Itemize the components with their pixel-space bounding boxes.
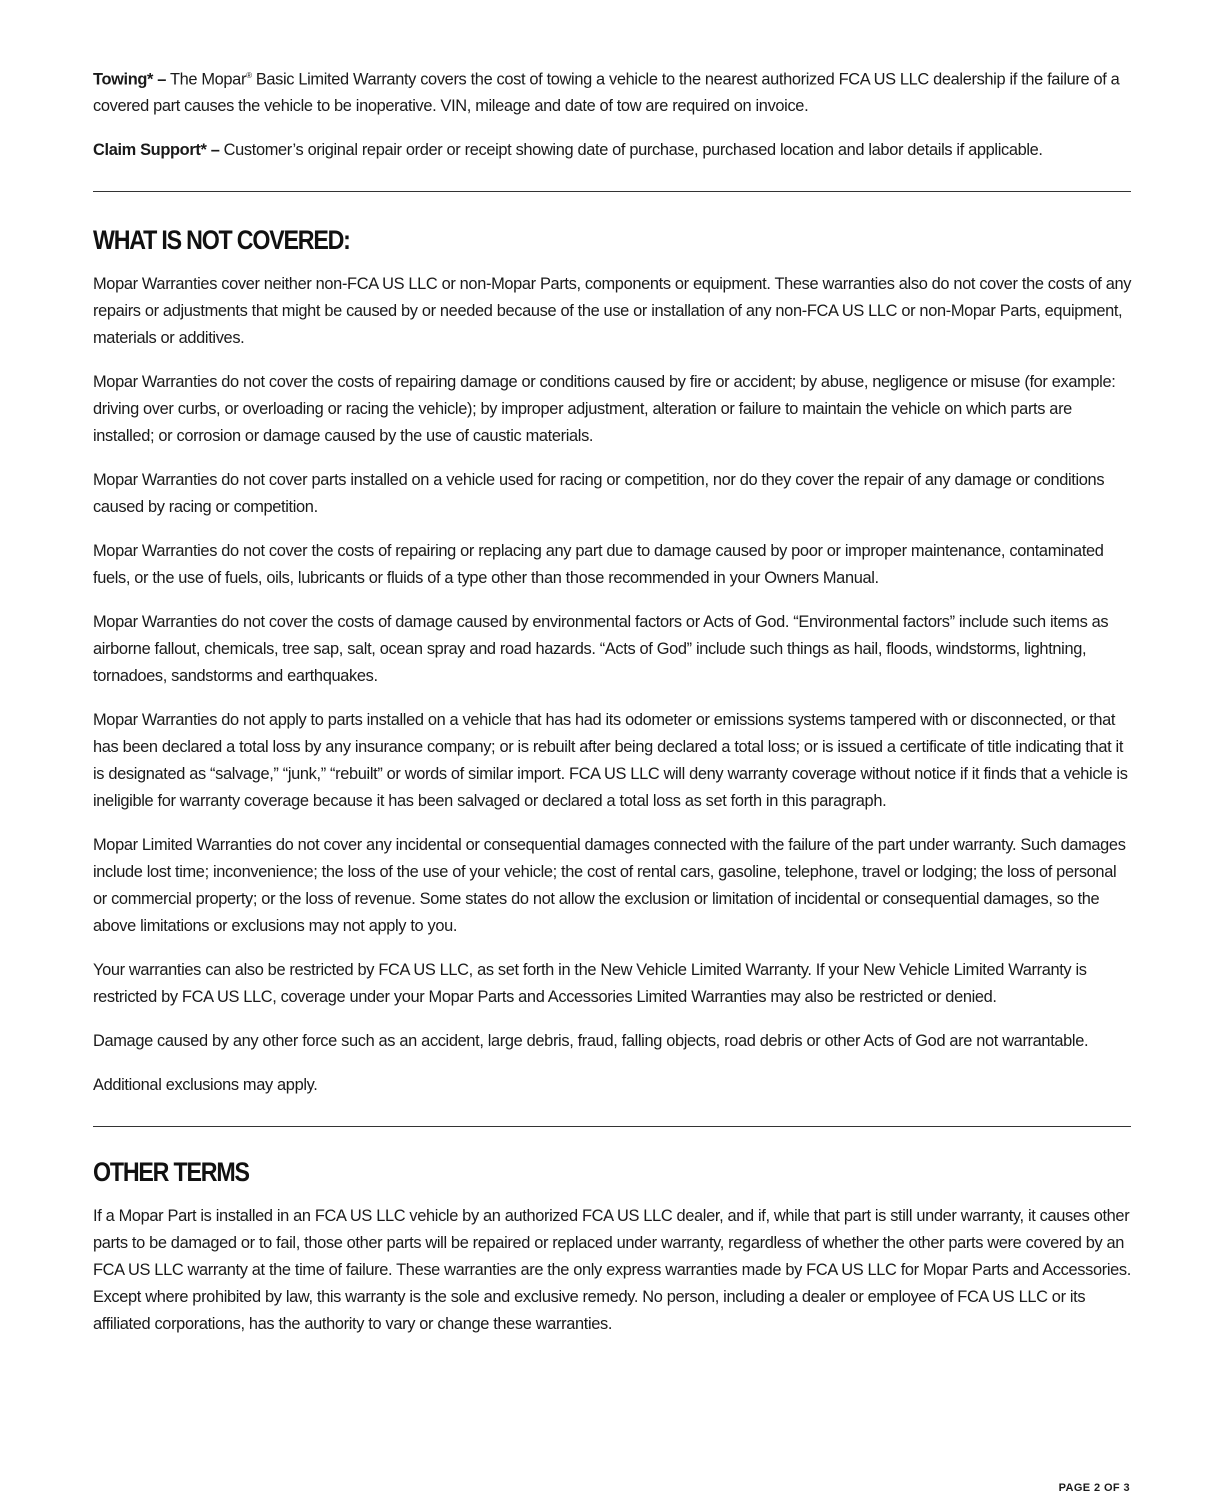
not-covered-paragraph-3: Mopar Warranties do not cover parts installed on a vehicle used for racing or competition, nor do they cover the repair of any damage or conditions caused by racing or competition. [93,471,1105,517]
towing-paragraph [93,62,1133,120]
other-terms-paragraph: If a Mopar Part is installed in an FCA US LLC vehicle by an authorized FCA US LLC dealer, and if, while that part is still under warranty, it causes other parts to be damaged or to fail, those other parts will be repaired or replaced under warranty, regardless of whether the other parts were covered by an FCA US LLC warranty at the time of failure. These warranties are the only express warranties made by FCA US LLC for Mopar Parts and Accessories. Except where prohibited by law, this warranty is the sole and exclusive remedy. No person, including a dealer or employee of FCA US LLC or its affiliated corporations, has the authority to vary or change these warranties. [93,1207,1131,1334]
not-covered-paragraph-2: Mopar Warranties do not cover the costs of repairing damage or conditions caused by fire or accident; by abuse, negligence or misuse (for example: driving over curbs, or overloading or racing the vehicle); by improper adjustment, alteration or failure to maintain the vehicle on which parts are installed; or corrosion or damage caused by the use of caustic materials. [93,373,1116,446]
registered-mark: ® [246,71,252,80]
not-covered-paragraph-1: Mopar Warranties cover neither non-FCA US LLC or non-Mopar Parts, components or equipment. These warranties also do not cover the costs of any repairs or adjustments that might be caused by or needed because of the use or installation of any non-FCA US LLC or non-Mopar Parts, equipment, materials or additives. [93,275,1132,348]
not-covered-paragraph-5: Mopar Warranties do not cover the costs of damage caused by environmental factors or Acts of God. “Environmental factors” include such items as airborne fallout, chemicals, tree sap, salt, ocean spray and road hazards. “Acts of God” include such things as hail, floods, windstorms, lightning, tornadoes, sandstorms and earthquakes. [93,613,1109,686]
section-divider [93,191,1131,192]
not-covered-paragraph-8: Your warranties can also be restricted by FCA US LLC, as set forth in the New Vehicle Limited Warranty. If your New Vehicle Limited Warranty is restricted by FCA US LLC, coverage under your Mopar Parts and Accessories Limited Warranties may also be restricted or denied. [93,961,1087,1007]
towing-text-after: Basic Limited Warranty covers the cost of towing a vehicle to the nearest authorized FCA US LLC dealership if the failure of a covered part causes the vehicle to be inoperative. VIN, mileage and date of tow are required on invoice. [93,70,1120,116]
not-covered-paragraph-7: Mopar Limited Warranties do not cover any incidental or consequential damages connected with the failure of the part under warranty. Such damages include lost time; inconvenience; the loss of the use of your vehicle; the cost of rental cars, gasoline, telephone, travel or lodging; the loss of personal or commercial property; or the loss of revenue. Some states do not allow the exclusion or limitation of incidental or consequential damages, so the above limitations or exclusions may not apply to you. [93,836,1126,936]
document-page [93,62,1133,1338]
claim-support-paragraph [93,137,1133,164]
claim-support-text: Customer’s original repair order or receipt showing date of purchase, purchased location and labor details if applicable. [219,141,1043,160]
not-covered-paragraph-9: Damage caused by any other force such as an accident, large debris, fraud, falling objects, road debris or other Acts of God are not warrantable. [93,1032,1089,1051]
other-terms-heading: OTHER TERMS [93,1157,249,1188]
not-covered-heading: WHAT IS NOT COVERED: [93,225,350,256]
not-covered-paragraph-4: Mopar Warranties do not cover the costs of repairing or replacing any part due to damage caused by poor or improper maintenance, contaminated fuels, or the use of fuels, oils, lubricants or fluids of a type other than those recommended in your Owners Manual. [93,542,1104,588]
towing-text-before: The Mopar [166,70,247,89]
claim-support-label: Claim Support* – [93,141,220,160]
page-number: PAGE 2 OF 3 [1058,1482,1130,1494]
not-covered-paragraph-6: Mopar Warranties do not apply to parts installed on a vehicle that has had its odometer or emissions systems tampered with or disconnected, or that has been declared a total loss by any insurance company; or is rebuilt after being declared a total loss; or is issued a certificate of title indicating that it is designated as “salvage,” “junk,” “rebuilt” or words of similar import. FCA US LLC will deny warranty coverage without notice if it finds that a vehicle is ineligible for warranty coverage because it has been salvaged or declared a total loss as set forth in this paragraph. [93,711,1128,811]
not-covered-paragraph-10: Additional exclusions may apply. [93,1076,318,1095]
section-divider [93,1126,1131,1127]
towing-label: Towing* – [93,70,167,89]
